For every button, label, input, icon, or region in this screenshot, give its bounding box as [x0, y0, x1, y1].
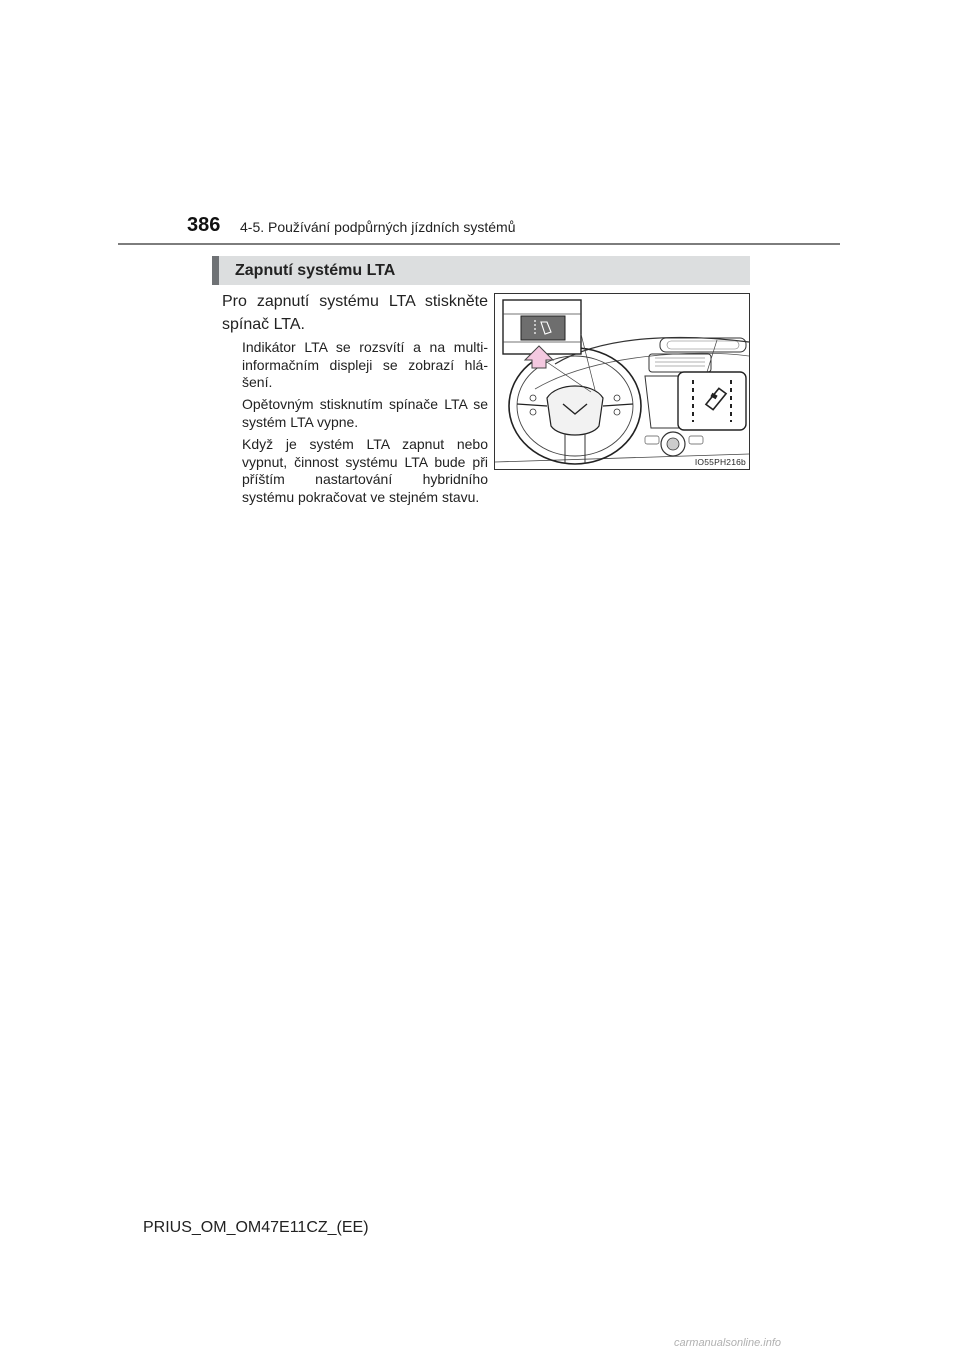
lead-paragraph: Pro zapnutí systému LTA stiskněte spínač LTA.: [222, 293, 488, 333]
lta-switch-icon: [521, 316, 565, 340]
note-switch-off: Opětovným stisknutím spínače LTA se systém LTA vypne.: [242, 396, 488, 430]
lta-indicator-icon: [678, 372, 746, 430]
steering-wheel-icon: [509, 348, 641, 464]
watermark: carmanualsonline.info: [674, 1337, 782, 1349]
figure-code: IO55PH216b: [694, 457, 746, 467]
note-indicator: Indikátor LTA se rozsvítí a na multi-informačním displeji se zobrazí hlá-šení.: [242, 339, 488, 390]
section-title: 4-5. Používání podpůrných jízdních systémů: [240, 219, 516, 235]
header-rule: [118, 243, 840, 245]
section-heading-bar: [212, 256, 750, 285]
section-heading: Zapnutí systému LTA: [235, 262, 396, 279]
page-number: 386: [187, 214, 221, 236]
footer-document-code: PRIUS_OM_OM47E11CZ_(EE): [143, 1219, 369, 1236]
dashboard-figure: [494, 293, 750, 470]
note-state-memory: Když je systém LTA zapnut nebo vypnut, činnost systému LTA bude při příštím nastartování hybridního systému pokračovat ve stejném stavu.: [242, 436, 488, 505]
dashboard-illustration: [495, 294, 749, 469]
